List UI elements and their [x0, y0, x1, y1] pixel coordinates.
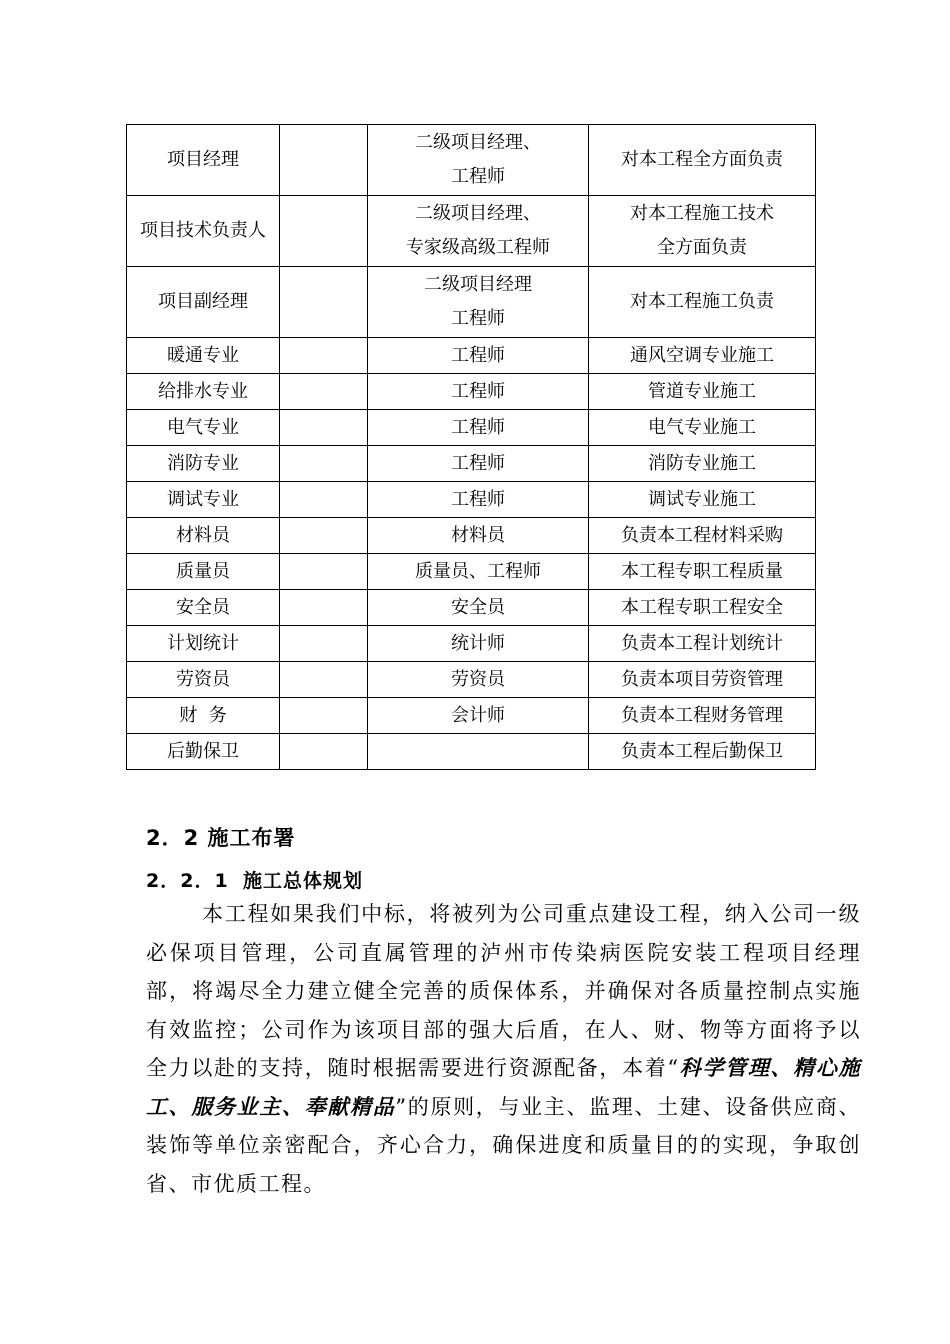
qualification-cell	[368, 518, 589, 554]
duty-line: 负责本工程材料采购	[621, 524, 783, 546]
qualification-line: 材料员	[451, 524, 505, 546]
duty-cell	[589, 698, 816, 734]
paragraph-text-1: 本工程如果我们中标，将被列为公司重点建设工程，纳入公司一级必保项目管理，公司直属管理的泸州市传染病医院安装工程项目经理部，将竭尽全力建立健全完善的质保体系，并确保对各质量控制点实施有效监控；公司作为该项目部的强大后盾，在人、财、物等方面将予以全力以赴的支持，随时根据需要进行资源配备，本着“	[146, 902, 861, 1080]
duty-line: 调试专业施工	[648, 488, 756, 510]
duty-cell	[589, 374, 816, 410]
paragraph-text-2: ”的原则，与业主、监理、土建、设备供应商、装饰等单位亲密配合，齐心合力，确保进度和质量目的的实现，争取创省、市优质工程。	[146, 1094, 862, 1196]
duty-line: 本工程专职工程质量	[621, 560, 783, 582]
qualification-cell	[368, 374, 589, 410]
section-heading: 2．2 施工布署	[146, 826, 296, 850]
duty-cell	[589, 482, 816, 518]
duty-line: 管道专业施工	[648, 380, 756, 402]
qualification-line: 二级项目经理、	[415, 132, 541, 153]
paragraph-emphasis: 科学管理、精心施工、服务业主、奉献精品	[146, 1055, 861, 1119]
duty-line: 对本工程施工负责	[630, 291, 774, 312]
blank-cell	[280, 626, 368, 662]
qualification-cell	[368, 590, 589, 626]
blank-cell	[280, 734, 368, 770]
qualification-line: 安全员	[451, 596, 505, 618]
duty-line: 电气专业施工	[648, 416, 756, 438]
role-cell: 安全员	[127, 590, 280, 626]
duty-cell	[589, 410, 816, 446]
table-row	[127, 374, 816, 410]
role-cell: 计划统计	[127, 626, 280, 662]
duty-line: 本工程专职工程安全	[621, 596, 783, 618]
qualification-cell	[368, 125, 589, 196]
duty-cell	[589, 196, 816, 267]
duty-line: 对本工程全方面负责	[621, 149, 783, 170]
duty-line: 消防专业施工	[648, 452, 756, 474]
qualification-cell	[368, 626, 589, 662]
qualification-line: 工程师	[451, 308, 505, 329]
role-cell: 暖通专业	[127, 338, 280, 374]
table-row	[127, 698, 816, 734]
qualification-line: 工程师	[451, 416, 505, 438]
table-row	[127, 554, 816, 590]
table-row	[127, 267, 816, 338]
blank-cell	[280, 196, 368, 267]
qualification-line: 工程师	[451, 380, 505, 402]
qualification-cell	[368, 410, 589, 446]
blank-cell	[280, 662, 368, 698]
blank-cell	[280, 374, 368, 410]
blank-cell	[280, 267, 368, 338]
blank-cell	[280, 698, 368, 734]
qualification-line: 工程师	[451, 452, 505, 474]
duty-cell	[589, 267, 816, 338]
duty-line: 负责本工程计划统计	[621, 632, 783, 654]
qualification-line: 专家级高级工程师	[406, 237, 550, 258]
table-row	[127, 626, 816, 662]
subsection-title: 施工总体规划	[243, 870, 364, 892]
qualification-line: 会计师	[451, 704, 505, 726]
role-cell: 给排水专业	[127, 374, 280, 410]
duty-line: 负责本工程后勤保卫	[621, 740, 783, 762]
qualification-cell	[368, 196, 589, 267]
table-row	[127, 590, 816, 626]
table-row	[127, 734, 816, 770]
duty-line: 负责本项目劳资管理	[621, 668, 783, 690]
qualification-cell	[368, 446, 589, 482]
staff-table	[126, 124, 816, 770]
qualification-cell	[368, 698, 589, 734]
qualification-line: 质量员、工程师	[415, 560, 541, 582]
duty-line: 通风空调专业施工	[630, 344, 774, 366]
duty-cell	[589, 518, 816, 554]
duty-line: 对本工程施工技术	[630, 203, 774, 224]
qualification-cell	[368, 554, 589, 590]
qualification-cell	[368, 338, 589, 374]
qualification-line: 统计师	[451, 632, 505, 654]
subsection-heading	[146, 866, 363, 893]
role-cell: 财 务	[127, 698, 280, 734]
qualification-line: 工程师	[451, 488, 505, 510]
duty-line: 全方面负责	[657, 237, 747, 258]
qualification-cell	[368, 662, 589, 698]
duty-line: 负责本工程财务管理	[621, 704, 783, 726]
duty-cell	[589, 590, 816, 626]
subsection-number: 2．2．1	[146, 870, 229, 892]
staff-table-body	[127, 125, 816, 770]
role-cell: 质量员	[127, 554, 280, 590]
role-cell: 项目经理	[127, 125, 280, 196]
qualification-line: 工程师	[451, 344, 505, 366]
blank-cell	[280, 410, 368, 446]
table-row	[127, 196, 816, 267]
duty-cell	[589, 446, 816, 482]
blank-cell	[280, 446, 368, 482]
blank-cell	[280, 554, 368, 590]
qualification-line: 劳资员	[451, 668, 505, 690]
duty-cell	[589, 662, 816, 698]
role-cell: 劳资员	[127, 662, 280, 698]
blank-cell	[280, 590, 368, 626]
qualification-cell	[368, 734, 589, 770]
duty-cell	[589, 125, 816, 196]
qualification-cell	[368, 482, 589, 518]
role-cell: 调试专业	[127, 482, 280, 518]
role-cell: 材料员	[127, 518, 280, 554]
qualification-line: 二级项目经理、	[415, 203, 541, 224]
role-cell: 项目技术负责人	[127, 196, 280, 267]
role-cell: 后勤保卫	[127, 734, 280, 770]
table-row	[127, 446, 816, 482]
table-row	[127, 662, 816, 698]
blank-cell	[280, 338, 368, 374]
duty-cell	[589, 338, 816, 374]
duty-cell	[589, 734, 816, 770]
table-row	[127, 410, 816, 446]
blank-cell	[280, 518, 368, 554]
table-row	[127, 338, 816, 374]
qualification-line: 工程师	[451, 166, 505, 187]
qualification-line: 二级项目经理	[424, 274, 532, 295]
role-cell: 电气专业	[127, 410, 280, 446]
qualification-cell	[368, 267, 589, 338]
role-cell: 项目副经理	[127, 267, 280, 338]
blank-cell	[280, 482, 368, 518]
table-row	[127, 518, 816, 554]
blank-cell	[280, 125, 368, 196]
table-row	[127, 125, 816, 196]
role-cell: 消防专业	[127, 446, 280, 482]
table-row	[127, 482, 816, 518]
duty-cell	[589, 626, 816, 662]
body-paragraph	[146, 895, 861, 1203]
duty-cell	[589, 554, 816, 590]
